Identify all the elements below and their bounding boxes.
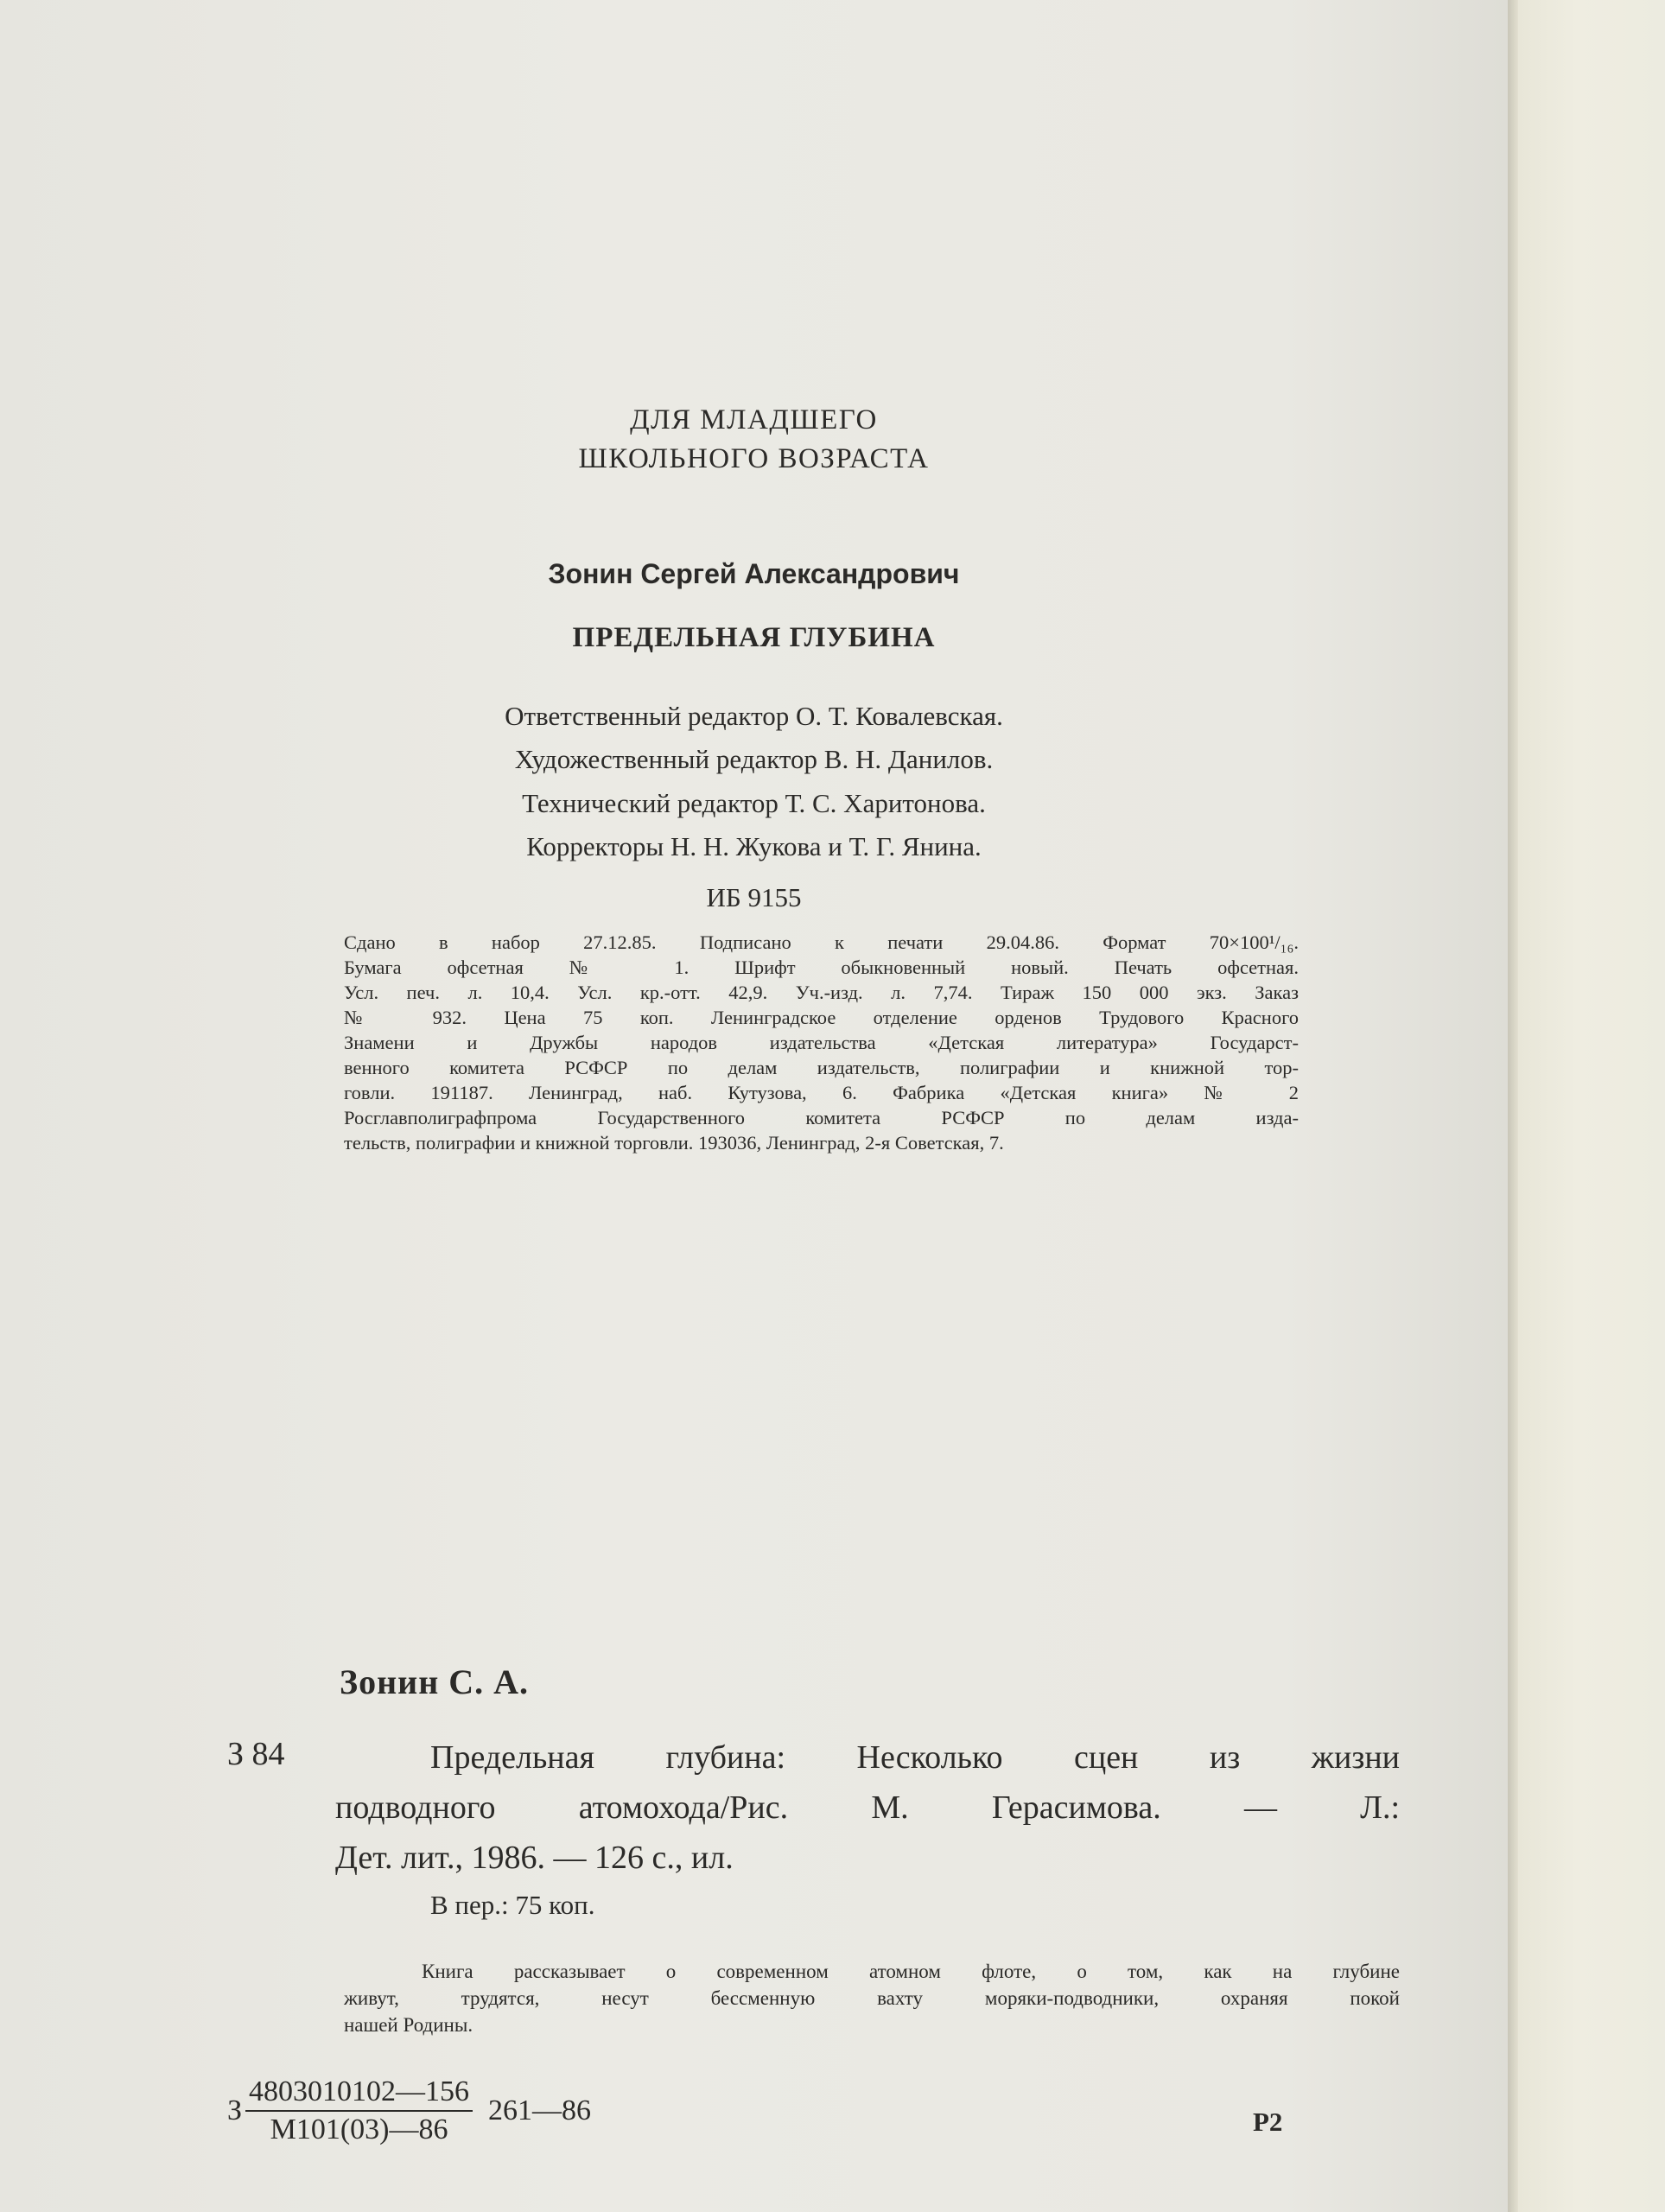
catalog-description <box>335 1732 1400 1883</box>
catalog-index <box>227 2077 591 2145</box>
catalog-description-line: Дет. лит., 1986. — 126 с., ил. <box>335 1840 734 1876</box>
publication-line: № 932. Цена 75 коп. Ленинградское отделение орденов Трудового Красного <box>344 1007 1299 1028</box>
catalog-index-fraction <box>245 2077 473 2145</box>
catalog-index-prefix: З <box>227 2094 243 2126</box>
publication-line: Бумага офсетная № 1. Шрифт обыкновенный новый. Печать офсетная. <box>344 957 1299 978</box>
catalog-description-line: Предельная глубина: Несколько сцен из жизни <box>430 1739 1400 1776</box>
author-full-name: Зонин Сергей Александрович <box>548 558 960 589</box>
catalog-author: Зонин С. А. <box>340 1662 530 1701</box>
staff-editor-in-charge: Ответственный редактор О. Т. Ковалевская. <box>505 701 1003 731</box>
staff-proofreaders: Корректоры Н. Н. Жукова и Т. Г. Янина. <box>526 831 982 861</box>
book-title: ПРЕДЕЛЬНАЯ ГЛУБИНА <box>572 622 936 653</box>
series-line-1: ДЛЯ МЛАДШЕГО <box>630 404 878 435</box>
adjacent-page <box>1518 0 1665 2212</box>
publication-line: Усл. печ. л. 10,4. Усл. кр.-отт. 42,9. Уч.-изд. л. 7,74. Тираж 150 000 экз. Заказ <box>344 982 1299 1003</box>
publication-line: Росглавполиграфпрома Государственного комитета РСФСР по делам изда- <box>344 1107 1299 1128</box>
catalog-description-line: подводного атомохода/Рис. М. Герасимова. — Л.: <box>335 1789 1400 1826</box>
annotation-line: Книга рассказывает о современном атомном флоте, о том, как на глубине <box>422 1961 1400 1982</box>
annotation <box>344 1958 1400 2038</box>
publication-line: венного комитета РСФСР по делам издательств, полиграфии и книжной тор- <box>344 1057 1299 1078</box>
price: В пер.: 75 коп. <box>430 1890 595 1920</box>
publication-line: говли. 191187. Ленинград, наб. Кутузова, 6. Фабрика «Детская книга» № 2 <box>344 1082 1299 1103</box>
catalog-index-numerator: 4803010102—156 <box>245 2077 473 2112</box>
annotation-line: нашей Родины. <box>344 2014 473 2036</box>
bbk-code: Р2 <box>1253 2107 1283 2137</box>
staff-art-editor: Художественный редактор В. Н. Данилов. <box>514 744 994 774</box>
publication-line: Знамени и Дружбы народов издательства «Детская литература» Государст- <box>344 1032 1299 1053</box>
publication-details <box>344 930 1299 1155</box>
series-line-2: ШКОЛЬНОГО ВОЗРАСТА <box>578 443 930 474</box>
publication-line: Сдано в набор 27.12.85. Подписано к печати 29.04.86. Формат 70×100¹/₁₆. <box>344 931 1299 953</box>
staff-technical-editor: Технический редактор Т. С. Харитонова. <box>522 788 986 818</box>
publication-line: тельств, полиграфии и книжной торговли. 193036, Ленинград, 2-я Советская, 7. <box>344 1132 1004 1154</box>
annotation-line: живут, трудятся, несут бессменную вахту моряки-подводники, охраняя покой <box>344 1987 1400 2009</box>
catalog-index-suffix: 261—86 <box>488 2094 592 2126</box>
catalog-code: З 84 <box>227 1736 285 1772</box>
catalog-index-denominator: М101(03)—86 <box>270 2113 448 2145</box>
page-edge <box>1508 0 1518 2212</box>
ib-number: ИБ 9155 <box>706 882 802 912</box>
